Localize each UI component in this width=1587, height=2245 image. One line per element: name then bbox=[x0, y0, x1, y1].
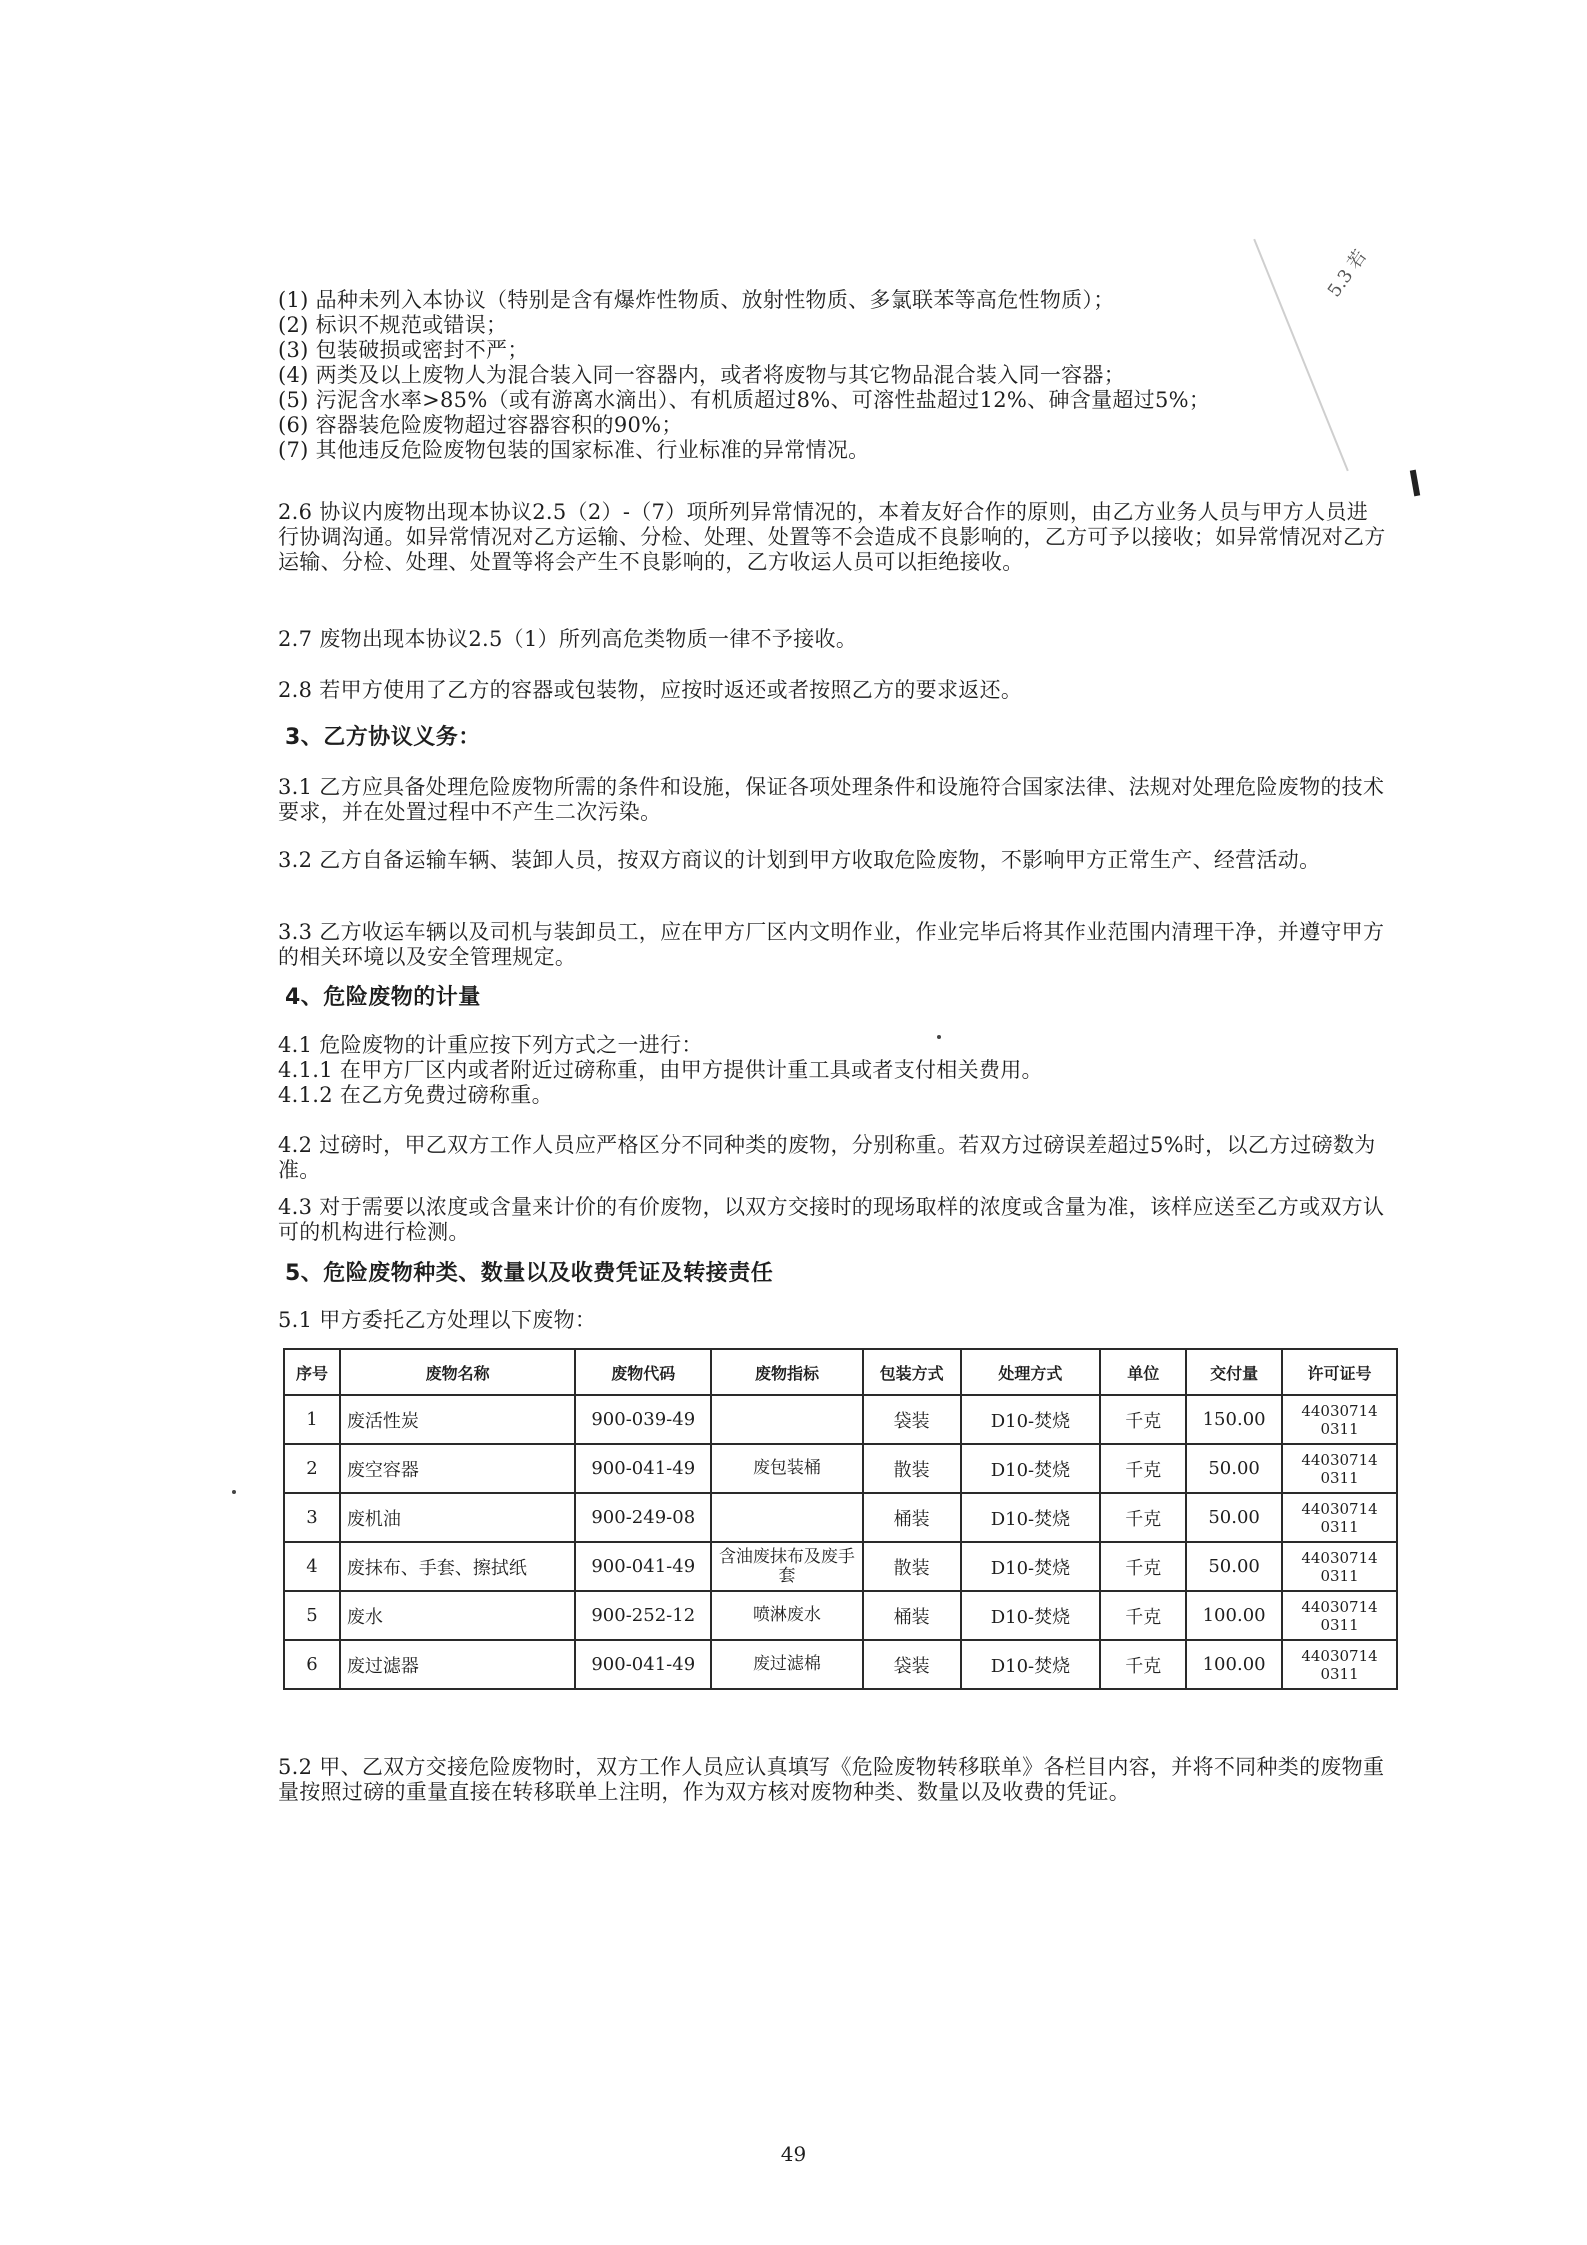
clause-3-1: 3.1 乙方应具备处理危险废物所需的条件和设施，保证各项处理条件和设施符合国家法律、法规对处理危险废物的技术要求，并在处置过程中不产生二次污染。 bbox=[278, 775, 1385, 824]
header-cell: 废物名称 bbox=[340, 1349, 575, 1395]
cell-no: 5 bbox=[284, 1591, 340, 1640]
section-4-heading: 4、危险废物的计量 bbox=[285, 985, 481, 1010]
clause-4-1: 4.1 危险废物的计重应按下列方式之一进行： bbox=[278, 1033, 703, 1057]
cell-packing: 桶装 bbox=[863, 1493, 961, 1542]
table-row bbox=[284, 1542, 1397, 1591]
cell-waste-name: 废水 bbox=[340, 1591, 575, 1640]
header-cell: 处理方式 bbox=[961, 1349, 1101, 1395]
table-row bbox=[284, 1444, 1397, 1493]
waste-table bbox=[283, 1348, 1398, 1690]
list-item-7: (7) 其他违反危险废物包装的国家标准、行业标准的异常情况。 bbox=[278, 438, 870, 462]
cell-unit: 千克 bbox=[1100, 1444, 1186, 1493]
clause-3-3: 3.3 乙方收运车辆以及司机与装卸员工，应在甲方厂区内文明作业，作业完毕后将其作业范围内清理干净，并遵守甲方的相关环境以及安全管理规定。 bbox=[278, 920, 1385, 969]
clause-4-1-2: 4.1.2 在乙方免费过磅称重。 bbox=[278, 1083, 553, 1107]
table-row bbox=[284, 1640, 1397, 1689]
cell-permit: 44030714 0311 bbox=[1282, 1395, 1397, 1444]
cell-quantity: 50.00 bbox=[1186, 1444, 1282, 1493]
header-cell: 序号 bbox=[284, 1349, 340, 1395]
cell-permit: 44030714 0311 bbox=[1282, 1444, 1397, 1493]
page-number: 49 bbox=[780, 2142, 807, 2166]
cell-packing: 散装 bbox=[863, 1444, 961, 1493]
list-item-5: (5) 污泥含水率>85%（或有游离水滴出）、有机质超过8%、可溶性盐超过12%、砷含量超过5%； bbox=[278, 388, 1211, 412]
cell-indicator: 喷淋废水 bbox=[711, 1591, 863, 1640]
cell-quantity: 50.00 bbox=[1186, 1493, 1282, 1542]
clause-2-6: 2.6 协议内废物出现本协议2.5（2）-（7）项所列异常情况的，本着友好合作的原则，由乙方业务人员与甲方人员进行协调沟通。如异常情况对乙方运输、分检、处理、处置等不会造成不良影响的，乙方可予以接收；如异常情况对乙方运输、分检、处理、处置等将会产生不良影响的，乙方收运人员可以拒绝接收。 bbox=[278, 500, 1386, 574]
clause-2-8: 2.8 若甲方使用了乙方的容器或包装物，应按时返还或者按照乙方的要求返还。 bbox=[278, 678, 1023, 702]
cell-permit: 44030714 0311 bbox=[1282, 1640, 1397, 1689]
cell-indicator bbox=[711, 1395, 863, 1444]
header-cell: 单位 bbox=[1100, 1349, 1186, 1395]
cell-waste-name: 废空容器 bbox=[340, 1444, 575, 1493]
cell-method: D10-焚烧 bbox=[961, 1640, 1101, 1689]
clause-5-1: 5.1 甲方委托乙方处理以下废物： bbox=[278, 1308, 597, 1332]
cell-unit: 千克 bbox=[1100, 1640, 1186, 1689]
cell-waste-name: 废活性炭 bbox=[340, 1395, 575, 1444]
list-item-1: (1) 品种未列入本协议（特别是含有爆炸性物质、放射性物质、多氯联苯等高危性物质）； bbox=[278, 288, 1115, 312]
list-item-4: (4) 两类及以上废物人为混合装入同一容器内，或者将废物与其它物品混合装入同一容器； bbox=[278, 363, 1126, 387]
header-cell: 许可证号 bbox=[1282, 1349, 1397, 1395]
cell-quantity: 150.00 bbox=[1186, 1395, 1282, 1444]
cell-method: D10-焚烧 bbox=[961, 1542, 1101, 1591]
table-row bbox=[284, 1493, 1397, 1542]
cell-indicator: 废过滤棉 bbox=[711, 1640, 863, 1689]
cell-no: 3 bbox=[284, 1493, 340, 1542]
section-5-heading: 5、危险废物种类、数量以及收费凭证及转接责任 bbox=[285, 1261, 774, 1286]
header-cell: 废物代码 bbox=[575, 1349, 711, 1395]
table-row bbox=[284, 1395, 1397, 1444]
table-header-row bbox=[284, 1349, 1397, 1395]
cell-quantity: 50.00 bbox=[1186, 1542, 1282, 1591]
cell-unit: 千克 bbox=[1100, 1493, 1186, 1542]
clause-4-3: 4.3 对于需要以浓度或含量来计价的有价废物，以双方交接时的现场取样的浓度或含量为准，该样应送至乙方或双方认可的机构进行检测。 bbox=[278, 1195, 1385, 1244]
scan-speck bbox=[232, 1490, 236, 1494]
cell-unit: 千克 bbox=[1100, 1591, 1186, 1640]
cell-packing: 袋装 bbox=[863, 1640, 961, 1689]
cell-quantity: 100.00 bbox=[1186, 1640, 1282, 1689]
list-item-6: (6) 容器装危险废物超过容器容积的90%； bbox=[278, 413, 683, 437]
header-cell: 交付量 bbox=[1186, 1349, 1282, 1395]
cell-permit: 44030714 0311 bbox=[1282, 1591, 1397, 1640]
cell-waste-name: 废过滤器 bbox=[340, 1640, 575, 1689]
cell-indicator: 废包装桶 bbox=[711, 1444, 863, 1493]
cell-method: D10-焚烧 bbox=[961, 1395, 1101, 1444]
cell-method: D10-焚烧 bbox=[961, 1591, 1101, 1640]
clause-2-7: 2.7 废物出现本协议2.5（1）所列高危类物质一律不予接收。 bbox=[278, 627, 858, 651]
cell-method: D10-焚烧 bbox=[961, 1444, 1101, 1493]
cell-no: 6 bbox=[284, 1640, 340, 1689]
table-row bbox=[284, 1591, 1397, 1640]
cell-packing: 袋装 bbox=[863, 1395, 961, 1444]
cell-packing: 散装 bbox=[863, 1542, 961, 1591]
edge-mark bbox=[1410, 470, 1420, 497]
cell-waste-name: 废机油 bbox=[340, 1493, 575, 1542]
header-cell: 包装方式 bbox=[863, 1349, 961, 1395]
cell-method: D10-焚烧 bbox=[961, 1493, 1101, 1542]
cell-waste-code: 900-041-49 bbox=[575, 1444, 711, 1493]
header-cell: 废物指标 bbox=[711, 1349, 863, 1395]
cell-permit: 44030714 0311 bbox=[1282, 1493, 1397, 1542]
cell-packing: 桶装 bbox=[863, 1591, 961, 1640]
cell-quantity: 100.00 bbox=[1186, 1591, 1282, 1640]
list-item-3: (3) 包装破损或密封不严； bbox=[278, 338, 529, 362]
cell-waste-code: 900-041-49 bbox=[575, 1542, 711, 1591]
cell-no: 1 bbox=[284, 1395, 340, 1444]
adjacent-page-fragment: 5.3 若 bbox=[1323, 246, 1372, 302]
cell-waste-code: 900-041-49 bbox=[575, 1640, 711, 1689]
cell-waste-code: 900-252-12 bbox=[575, 1591, 711, 1640]
cell-indicator: 含油废抹布及废手套 bbox=[711, 1542, 863, 1591]
clause-5-2: 5.2 甲、乙双方交接危险废物时，双方工作人员应认真填写《危险废物转移联单》各栏目内容，并将不同种类的废物重量按照过磅的重量直接在转移联单上注明，作为双方核对废物种类、数量以及收费的凭证。 bbox=[278, 1755, 1385, 1804]
clause-4-1-1: 4.1.1 在甲方厂区内或者附近过磅称重，由甲方提供计重工具或者支付相关费用。 bbox=[278, 1058, 1043, 1082]
list-item-2: (2) 标识不规范或错误； bbox=[278, 313, 508, 337]
cell-unit: 千克 bbox=[1100, 1542, 1186, 1591]
cell-waste-code: 900-039-49 bbox=[575, 1395, 711, 1444]
cell-unit: 千克 bbox=[1100, 1395, 1186, 1444]
cell-waste-name: 废抹布、手套、擦拭纸 bbox=[340, 1542, 575, 1591]
cell-permit: 44030714 0311 bbox=[1282, 1542, 1397, 1591]
cell-no: 4 bbox=[284, 1542, 340, 1591]
cell-indicator bbox=[711, 1493, 863, 1542]
clause-3-2: 3.2 乙方自备运输车辆、装卸人员，按双方商议的计划到甲方收取危险废物，不影响甲方正常生产、经营活动。 bbox=[278, 848, 1321, 872]
cell-waste-code: 900-249-08 bbox=[575, 1493, 711, 1542]
section-3-heading: 3、乙方协议义务： bbox=[285, 725, 481, 750]
cell-no: 2 bbox=[284, 1444, 340, 1493]
clause-4-2: 4.2 过磅时，甲乙双方工作人员应严格区分不同种类的废物，分别称重。若双方过磅误差超过5%时，以乙方过磅数为准。 bbox=[278, 1133, 1376, 1182]
